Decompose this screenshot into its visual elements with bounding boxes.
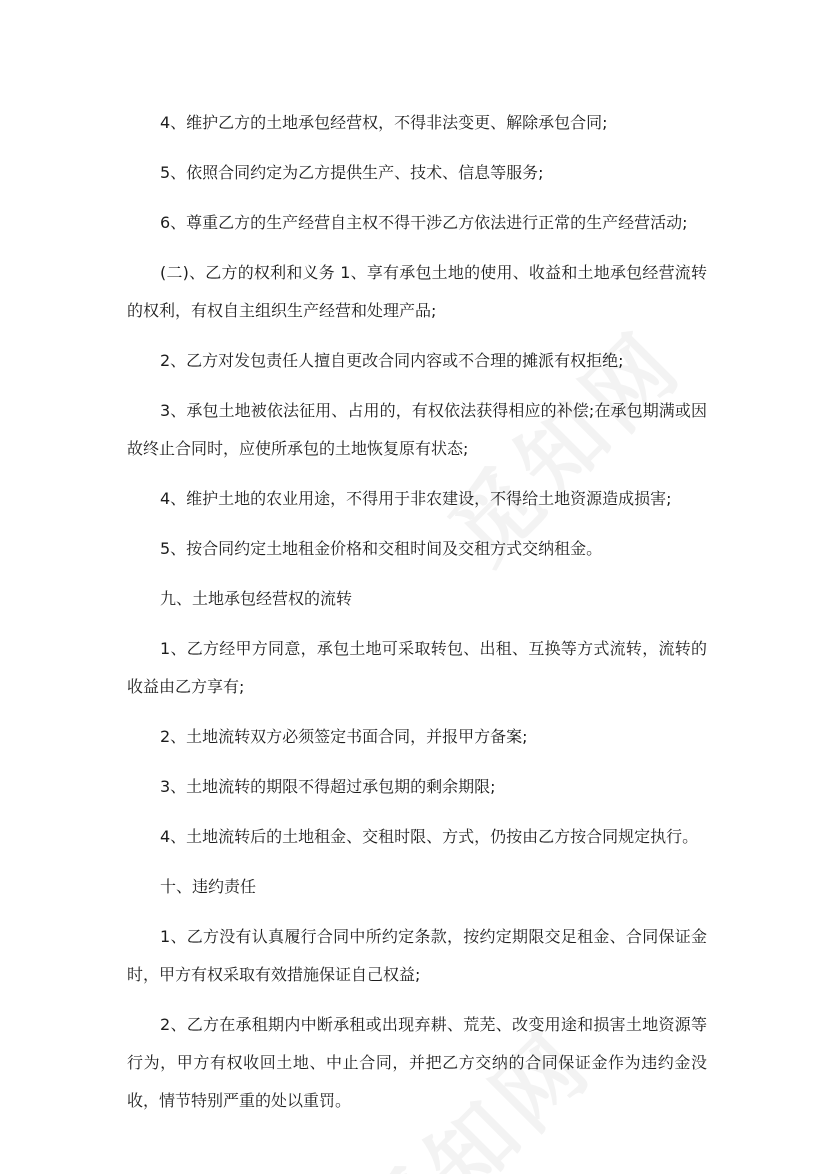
paragraph-13: 4、土地流转后的土地租金、交租时限、方式，仍按由乙方按合同规定执行。: [160, 827, 699, 846]
paragraph-5: 2、乙方对发包责任人擅自更改合同内容或不合理的摊派有权拒绝;: [160, 351, 624, 370]
paragraph-7: 4、维护土地的农业用途，不得用于非农建设，不得给土地资源造成损害;: [160, 489, 672, 508]
paragraph-10: 1、乙方经甲方同意，承包土地可采取转包、出租、互换等方式流转，流转的收益由乙方享有;: [127, 639, 707, 696]
paragraph-2: 5、依照合同约定为乙方提供生产、技术、信息等服务;: [160, 163, 544, 182]
paragraph-11: 2、土地流转双方必须签定书面合同，并报甲方备案;: [160, 727, 528, 746]
paragraph-16: 2、乙方在承租期内中断承租或出现弃耕、荒芜、改变用途和损害土地资源等行为，甲方有权收回土地、中止合同，并把乙方交纳的合同保证金作为违约金没收，情节特别严重的处以重罚。: [127, 1015, 707, 1110]
paragraph-6: 3、承包土地被依法征用、占用的，有权依法获得相应的补偿;在承包期满或因故终止合同时，应使所承包的土地恢复原有状态;: [127, 401, 707, 458]
paragraph-8: 5、按合同约定土地租金价格和交租时间及交租方式交纳租金。: [160, 539, 603, 558]
paragraph-4: (二)、乙方的权利和义务 1、享有承包土地的使用、收益和土地承包经营流转的权利，有权自主组织生产经营和处理产品;: [127, 263, 707, 320]
document-body: [127, 104, 707, 1132]
paragraph-15: 1、乙方没有认真履行合同中所约定条款，按约定期限交足租金、合同保证金时，甲方有权采取有效措施保证自己权益;: [127, 927, 707, 984]
section-heading-9: 九、土地承包经营权的流转: [160, 589, 353, 608]
paragraph-1: 4、维护乙方的土地承包经营权，不得非法变更、解除承包合同;: [160, 113, 608, 132]
paragraph-3: 6、尊重乙方的生产经营自主权不得干涉乙方依法进行正常的生产经营活动;: [160, 213, 688, 232]
paragraph-12: 3、土地流转的期限不得超过承包期的剩余期限;: [160, 777, 496, 796]
section-heading-10: 十、违约责任: [160, 877, 257, 896]
